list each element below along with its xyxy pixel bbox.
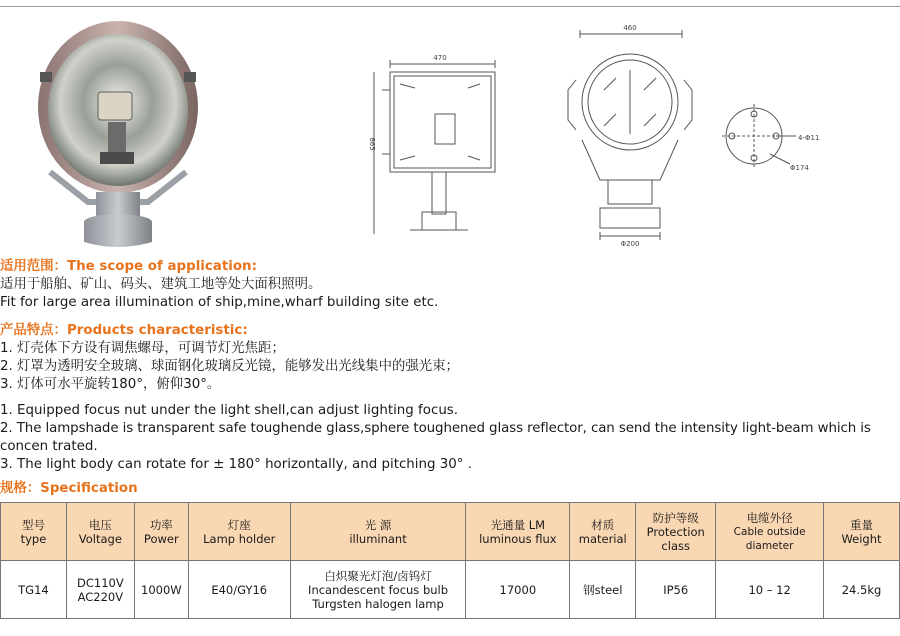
spec-data-row <box>1 561 900 619</box>
header-illuminant: 光 源 illuminant <box>290 503 466 561</box>
spec-section <box>0 480 900 498</box>
header-luminous-flux: 光通量 LM luminous flux <box>466 503 570 561</box>
side-view-drawing <box>360 44 510 244</box>
scope-section <box>0 258 900 312</box>
feature-en-2-cont: concen trated. <box>0 439 98 454</box>
cell-material: 钢steel <box>570 561 636 619</box>
scope-line-cn: 适用于船舶、矿山、码头、建筑工地等处大面积照明。 <box>0 277 322 292</box>
header-power: 功率 Power <box>134 503 188 561</box>
front-base-label: Φ200 <box>620 240 640 248</box>
mounting-plan-drawing <box>720 96 830 176</box>
cell-weight: 24.5kg <box>824 561 900 619</box>
feature-cn-1: 1. 灯壳体下方设有调焦螺母，可调节灯光焦距； <box>0 341 285 356</box>
header-cable-diameter: 电缆外径 Cable outside diameter <box>716 503 824 561</box>
cell-type: TG14 <box>1 561 67 619</box>
header-type: 型号 type <box>1 503 67 561</box>
spec-heading: 规格：Specification <box>0 481 138 496</box>
cell-protection-class: IP56 <box>636 561 716 619</box>
feature-cn-2: 2. 灯罩为透明安全玻璃、球面钢化玻璃反光镜，能够发出光线集中的强光束； <box>0 359 459 374</box>
figure-row <box>0 8 900 248</box>
cell-lamp-holder: E40/GY16 <box>188 561 290 619</box>
front-width-label: 460 <box>623 24 637 32</box>
cell-power: 1000W <box>134 561 188 619</box>
side-height-label: 665 <box>368 137 376 151</box>
header-lamp-holder: 灯座 Lamp holder <box>188 503 290 561</box>
side-width-label: 470 <box>433 54 447 62</box>
scope-line-en: Fit for large area illumination of ship,mine,wharf building site etc. <box>0 295 439 310</box>
front-view-drawing <box>560 20 700 248</box>
feature-en-1: 1. Equipped focus nut under the light shell,can adjust lighting focus. <box>0 403 459 418</box>
cell-illuminant: 白炽聚光灯泡/卤钨灯 Incandescent focus bulb Turgsten halogen lamp <box>290 561 466 619</box>
features-section <box>0 322 900 474</box>
spec-table <box>0 502 900 619</box>
mount-holes-label: 4-Φ11 <box>798 134 820 142</box>
features-heading: 产品特点：Products characteristic: <box>0 323 248 338</box>
header-weight: 重量 Weight <box>824 503 900 561</box>
mount-pcd-label: Φ174 <box>790 164 809 172</box>
header-protection-class: 防护等级 Protection class <box>636 503 716 561</box>
scope-heading: 适用范围：The scope of application: <box>0 259 257 274</box>
searchlight-photo <box>28 12 208 252</box>
header-material: 材质 material <box>570 503 636 561</box>
feature-cn-3: 3. 灯体可水平旋转180°，俯仰30°。 <box>0 377 221 392</box>
top-rule <box>0 6 900 7</box>
cell-voltage: DC110V AC220V <box>66 561 134 619</box>
cell-cable-diameter: 10 – 12 <box>716 561 824 619</box>
spec-header-row <box>1 503 900 561</box>
feature-en-3: 3. The light body can rotate for ± 180° horizontally, and pitching 30° . <box>0 457 473 472</box>
feature-en-2: 2. The lampshade is transparent safe toughende glass,sphere toughened glass reflector, can send the intensity light-beam which is <box>0 421 871 436</box>
cell-luminous-flux: 17000 <box>466 561 570 619</box>
header-voltage: 电压 Voltage <box>66 503 134 561</box>
